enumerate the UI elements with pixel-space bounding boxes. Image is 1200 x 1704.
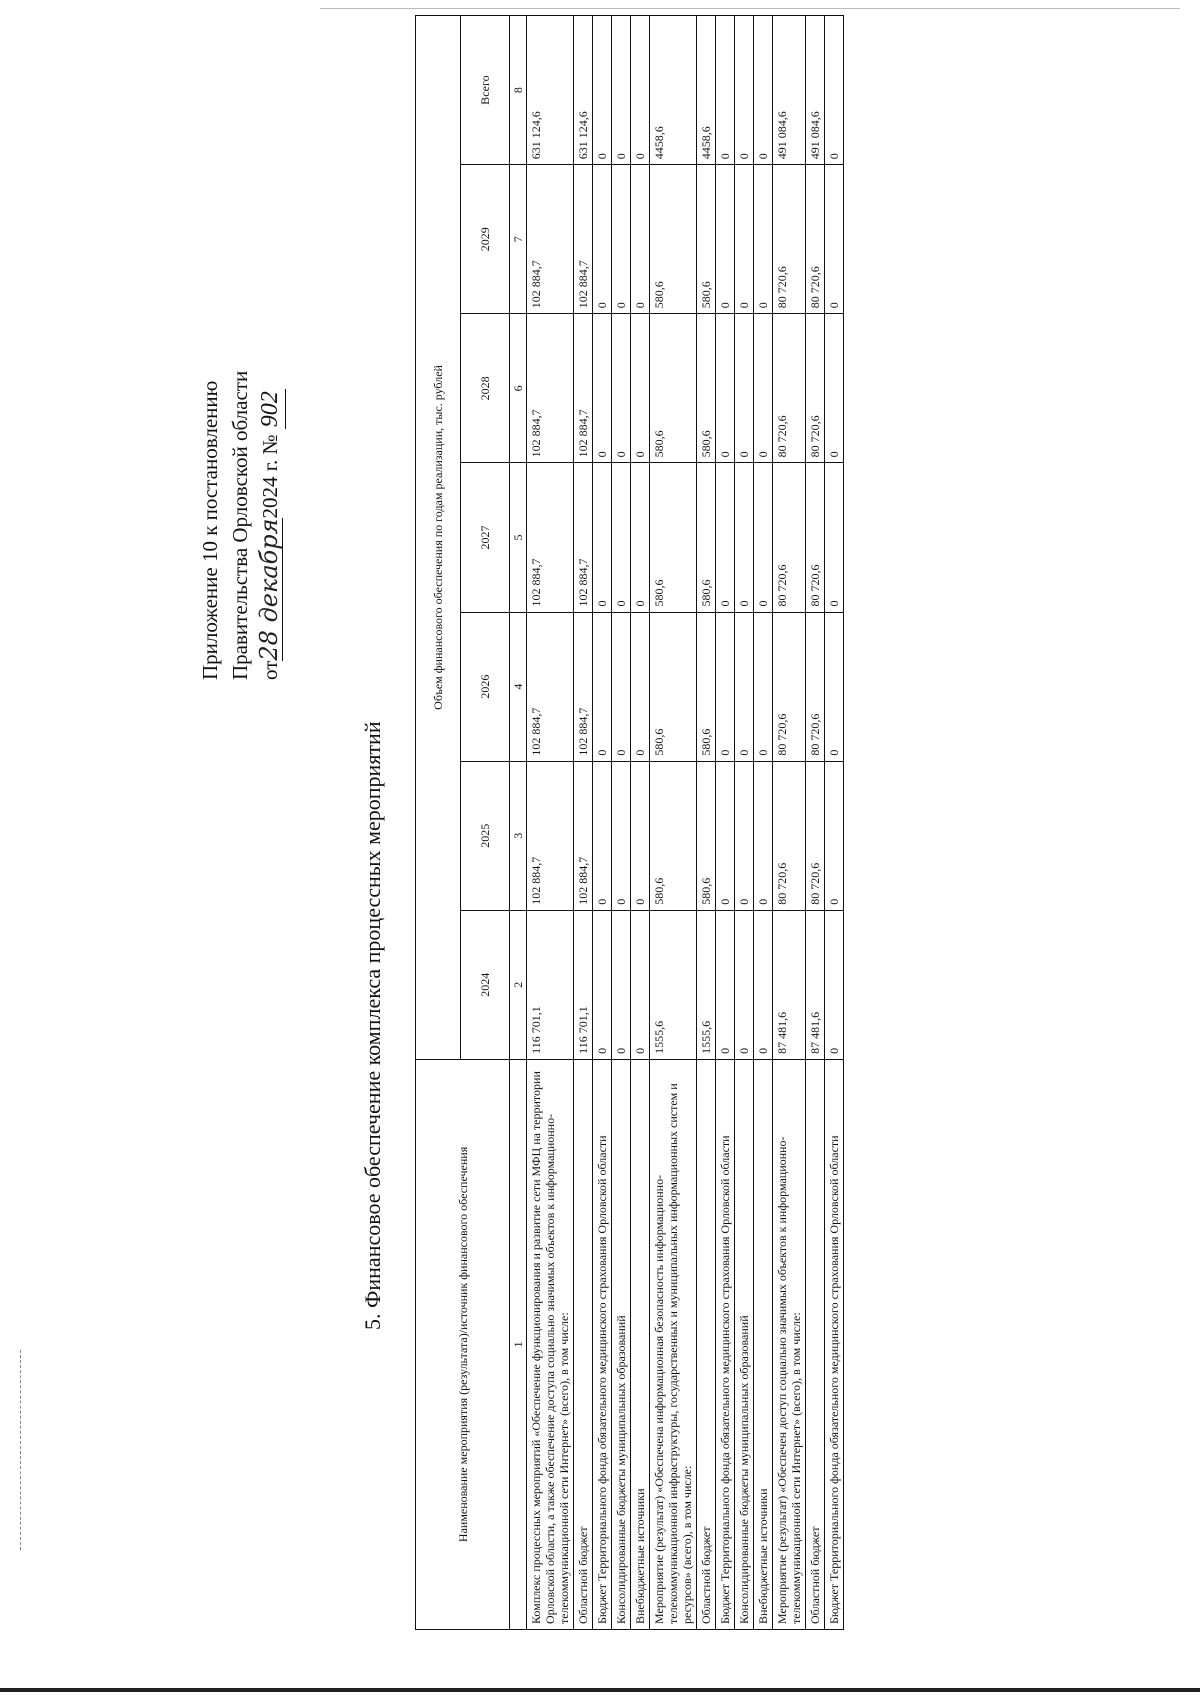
column-numbers-row [510, 16, 527, 1630]
value-cell: 80 720,6 [806, 165, 825, 314]
table-row [773, 16, 806, 1630]
value-cell: 0 [754, 165, 773, 314]
year-header: 2025 [461, 761, 510, 910]
value-cell: 102 884,7 [527, 463, 574, 612]
value-cell: 0 [593, 761, 612, 910]
value-cell: 0 [631, 165, 650, 314]
appendix-block [195, 160, 286, 680]
value-cell: 580,6 [650, 761, 697, 910]
value-cell: 102 884,7 [574, 314, 593, 463]
table-row [574, 16, 593, 1630]
value-cell: 102 884,7 [574, 761, 593, 910]
value-cell: 0 [735, 612, 754, 761]
value-cell: 0 [735, 910, 754, 1059]
value-cell: 80 720,6 [773, 165, 806, 314]
value-cell: 102 884,7 [527, 165, 574, 314]
value-cell: 580,6 [697, 165, 716, 314]
value-cell: 0 [612, 612, 631, 761]
table-row [527, 16, 574, 1630]
volume-header: Объем финансового обеспечения по годам реализации, тыс. рублей [416, 16, 461, 1060]
row-name-cell: Областной бюджет [574, 1059, 593, 1629]
value-cell: 80 720,6 [806, 761, 825, 910]
table-row [612, 16, 631, 1630]
value-cell: 102 884,7 [574, 463, 593, 612]
row-name-cell: Бюджет Территориального фонда обязательного медицинского страхования Орловской области [716, 1059, 735, 1629]
value-cell: 116 701,1 [527, 910, 574, 1059]
value-cell: 0 [754, 910, 773, 1059]
value-cell: 0 [735, 314, 754, 463]
table-row [754, 16, 773, 1630]
value-cell: 0 [631, 314, 650, 463]
value-cell: 580,6 [650, 612, 697, 761]
year-header: 2024 [461, 910, 510, 1059]
row-name-cell: Бюджет Территориального фонда обязательного медицинского страхования Орловской области [825, 1059, 844, 1629]
value-cell: 4458,6 [697, 16, 716, 165]
value-cell: 631 124,6 [527, 16, 574, 165]
row-name-cell: Областной бюджет [697, 1059, 716, 1629]
value-cell: 0 [631, 463, 650, 612]
value-cell: 102 884,7 [574, 165, 593, 314]
table-row [735, 16, 754, 1630]
value-cell: 0 [716, 314, 735, 463]
year-header: 2026 [461, 612, 510, 761]
column-number: 6 [510, 314, 527, 463]
value-cell: 0 [825, 463, 844, 612]
table-row [593, 16, 612, 1630]
value-cell: 80 720,6 [773, 463, 806, 612]
value-cell: 0 [754, 463, 773, 612]
value-cell: 0 [612, 16, 631, 165]
section-title: 5. Финансовое обеспечение комплекса процессных мероприятий [360, 721, 385, 1330]
value-cell: 1555,6 [697, 910, 716, 1059]
value-cell: 0 [631, 761, 650, 910]
row-name-cell: Внебюджетные источники [631, 1059, 650, 1629]
value-cell: 0 [754, 761, 773, 910]
value-cell: 0 [716, 910, 735, 1059]
column-number: 5 [510, 463, 527, 612]
value-cell: 0 [716, 612, 735, 761]
value-cell: 80 720,6 [806, 314, 825, 463]
value-cell: 102 884,7 [527, 761, 574, 910]
value-cell: 0 [716, 463, 735, 612]
row-name-cell: Бюджет Территориального фонда обязательного медицинского страхования Орловской области [593, 1059, 612, 1629]
rotated-page [20, 10, 1190, 1690]
value-cell: 580,6 [650, 165, 697, 314]
table-row [825, 16, 844, 1630]
value-cell: 631 124,6 [574, 16, 593, 165]
year-header: Всего [461, 16, 510, 165]
value-cell: 0 [735, 165, 754, 314]
appendix-line-2: Правительства Орловской области [228, 370, 252, 680]
column-number: 3 [510, 761, 527, 910]
value-cell: 0 [754, 16, 773, 165]
table-row [631, 16, 650, 1630]
value-cell: 1555,6 [650, 910, 697, 1059]
financing-table [415, 15, 844, 1630]
value-cell: 0 [612, 910, 631, 1059]
year-header: 2028 [461, 314, 510, 463]
value-cell: 0 [825, 761, 844, 910]
value-cell: 0 [593, 910, 612, 1059]
value-cell: 0 [754, 612, 773, 761]
value-cell: 102 884,7 [527, 314, 574, 463]
row-name-cell: Консолидированные бюджеты муниципальных образований [735, 1059, 754, 1629]
value-cell: 0 [593, 165, 612, 314]
name-header: Наименование мероприятия (результата)/источник финансового обеспечения [416, 1059, 510, 1629]
value-cell: 580,6 [697, 463, 716, 612]
value-cell: 80 720,6 [773, 612, 806, 761]
row-name-cell: Внебюджетные источники [754, 1059, 773, 1629]
column-number: 1 [510, 1059, 527, 1629]
column-number: 4 [510, 612, 527, 761]
value-cell: 80 720,6 [773, 314, 806, 463]
value-cell: 0 [631, 16, 650, 165]
value-cell: 580,6 [650, 463, 697, 612]
value-cell: 0 [593, 16, 612, 165]
year-header: 2029 [461, 165, 510, 314]
value-cell: 0 [631, 612, 650, 761]
column-number: 2 [510, 910, 527, 1059]
value-cell: 0 [754, 314, 773, 463]
value-cell: 0 [735, 761, 754, 910]
value-cell: 0 [612, 761, 631, 910]
value-cell: 491 084,6 [806, 16, 825, 165]
value-cell: 0 [825, 165, 844, 314]
value-cell: 0 [612, 463, 631, 612]
value-cell: 87 481,6 [773, 910, 806, 1059]
row-name-cell: Комплекс процессных мероприятий «Обеспечение функционирования и развитие сети МФЦ на территории Орловской области, а также обеспечение доступа социально значимых объектов к информационно-телекоммуникационной сети Интернет» (всего), в том числе: [527, 1059, 574, 1629]
value-cell: 80 720,6 [806, 463, 825, 612]
value-cell: 87 481,6 [806, 910, 825, 1059]
value-cell: 0 [631, 910, 650, 1059]
appendix-line-3 [255, 160, 286, 680]
value-cell: 0 [825, 314, 844, 463]
value-cell: 0 [735, 463, 754, 612]
value-cell: 102 884,7 [527, 612, 574, 761]
row-name-cell: Областной бюджет [806, 1059, 825, 1629]
value-cell: 0 [825, 612, 844, 761]
row-name-cell: Мероприятие (результат) «Обеспечен доступ социально значимых объектов к информационно-телекоммуникационной сети Интернет» (всего), в том числе: [773, 1059, 806, 1629]
table-row [716, 16, 735, 1630]
value-cell: 0 [825, 16, 844, 165]
value-cell: 0 [593, 314, 612, 463]
appendix-year: 2024 г. № [258, 434, 282, 519]
value-cell: 580,6 [697, 612, 716, 761]
header-row-top [416, 16, 461, 1630]
appendix-from: от [258, 660, 282, 680]
handwritten-number: 902 [255, 389, 286, 429]
value-cell: 0 [593, 463, 612, 612]
column-number: 7 [510, 165, 527, 314]
scan-edge-top [320, 8, 1180, 9]
value-cell: 80 720,6 [806, 612, 825, 761]
table-row [806, 16, 825, 1630]
value-cell: 580,6 [697, 314, 716, 463]
table-body [527, 16, 844, 1630]
appendix-line-1: Приложение 10 к постановлению [198, 380, 222, 680]
table-row [697, 16, 716, 1630]
column-number: 8 [510, 16, 527, 165]
value-cell: 491 084,6 [773, 16, 806, 165]
value-cell: 80 720,6 [773, 761, 806, 910]
year-header: 2027 [461, 463, 510, 612]
value-cell: 102 884,7 [574, 612, 593, 761]
value-cell: 0 [612, 165, 631, 314]
value-cell: 0 [716, 16, 735, 165]
value-cell: 580,6 [697, 761, 716, 910]
value-cell: 116 701,1 [574, 910, 593, 1059]
value-cell: 0 [612, 314, 631, 463]
value-cell: 0 [735, 16, 754, 165]
handwritten-date: 28 декабря [255, 518, 283, 661]
row-name-cell: Мероприятие (результат) «Обеспечена информационная безопасность информационно-телекоммуникационной инфраструктуры, государственных и муниципальных информационных систем и ресурсов» (всего), в том числе: [650, 1059, 697, 1629]
table-row [650, 16, 697, 1630]
value-cell: 4458,6 [650, 16, 697, 165]
value-cell: 580,6 [650, 314, 697, 463]
value-cell: 0 [716, 761, 735, 910]
row-name-cell: Консолидированные бюджеты муниципальных образований [612, 1059, 631, 1629]
value-cell: 0 [825, 910, 844, 1059]
value-cell: 0 [593, 612, 612, 761]
value-cell: 0 [716, 165, 735, 314]
